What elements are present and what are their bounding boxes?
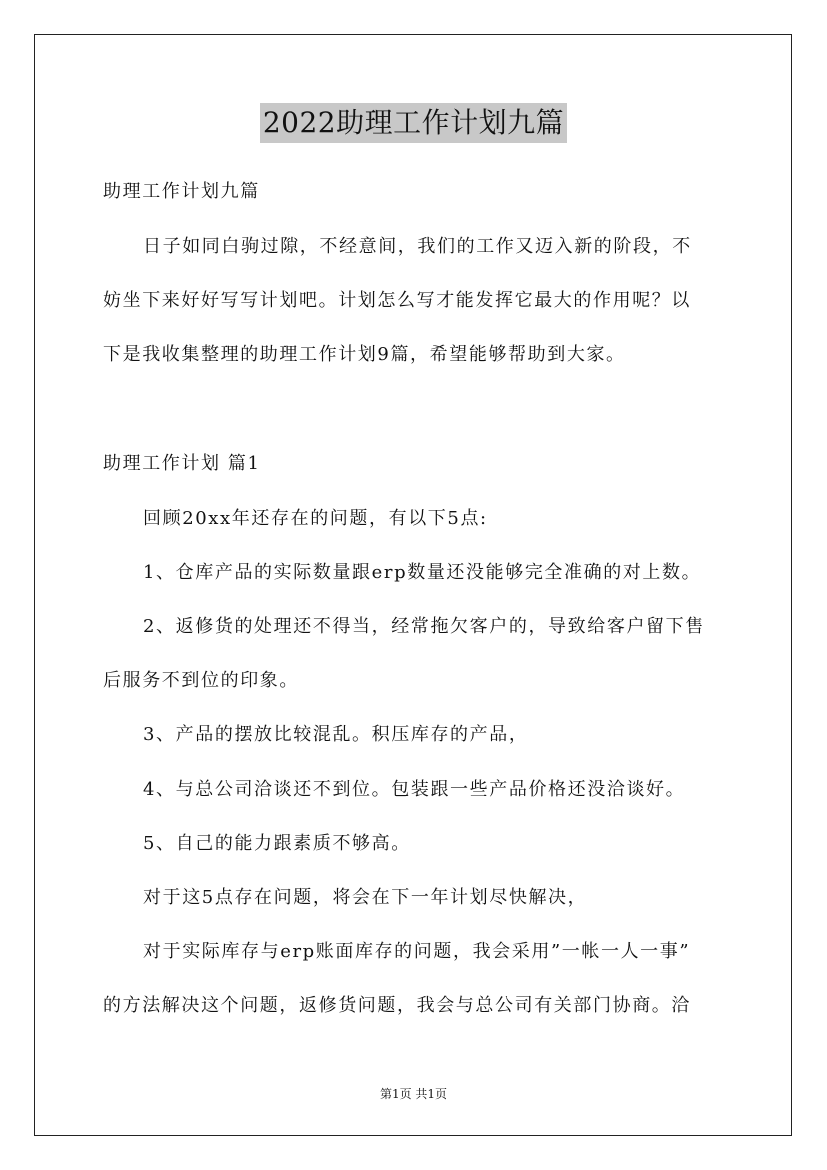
list-item: 1、仓库产品的实际数量跟erp数量还没能够完全准确的对上数。 bbox=[143, 562, 702, 583]
paragraph-line: 下是我收集整理的助理工作计划9篇，希望能够帮助到大家。 bbox=[103, 344, 626, 365]
subtitle-line: 助理工作计划九篇 bbox=[103, 181, 260, 202]
paragraph-line: 回顾20xx年还存在的问题，有以下5点: bbox=[143, 508, 488, 529]
list-item: 5、自己的能力跟素质不够高。 bbox=[143, 833, 411, 854]
title-container bbox=[0, 103, 827, 143]
paragraph-line: 对于实际库存与erp账面库存的问题，我会采用”一帐一人一事” bbox=[143, 941, 691, 962]
paragraph-line: 后服务不到位的印象。 bbox=[103, 670, 299, 691]
paragraph-line: 的方法解决这个问题，返修货问题，我会与总公司有关部门协商。洽 bbox=[103, 995, 691, 1016]
paragraph-line: 日子如同白驹过隙，不经意间，我们的工作又迈入新的阶段，不 bbox=[143, 236, 692, 257]
list-item: 3、产品的摆放比较混乱。积压库存的产品， bbox=[143, 724, 529, 745]
page-footer: 第1页 共1页 bbox=[379, 1087, 448, 1101]
document-title: 2022助理工作计划九篇 bbox=[260, 103, 567, 143]
paragraph-line: 对于这5点存在问题，将会在下一年计划尽快解决， bbox=[143, 887, 588, 908]
paragraph-line: 妨坐下来好好写写计划吧。计划怎么写才能发挥它最大的作用呢？以 bbox=[103, 290, 691, 311]
list-item: 2、返修货的处理还不得当，经常拖欠客户的，导致给客户留下售 bbox=[143, 616, 705, 637]
section-heading: 助理工作计划 篇1 bbox=[103, 453, 261, 474]
list-item: 4、与总公司洽谈还不到位。包装跟一些产品价格还没洽谈好。 bbox=[143, 779, 686, 800]
